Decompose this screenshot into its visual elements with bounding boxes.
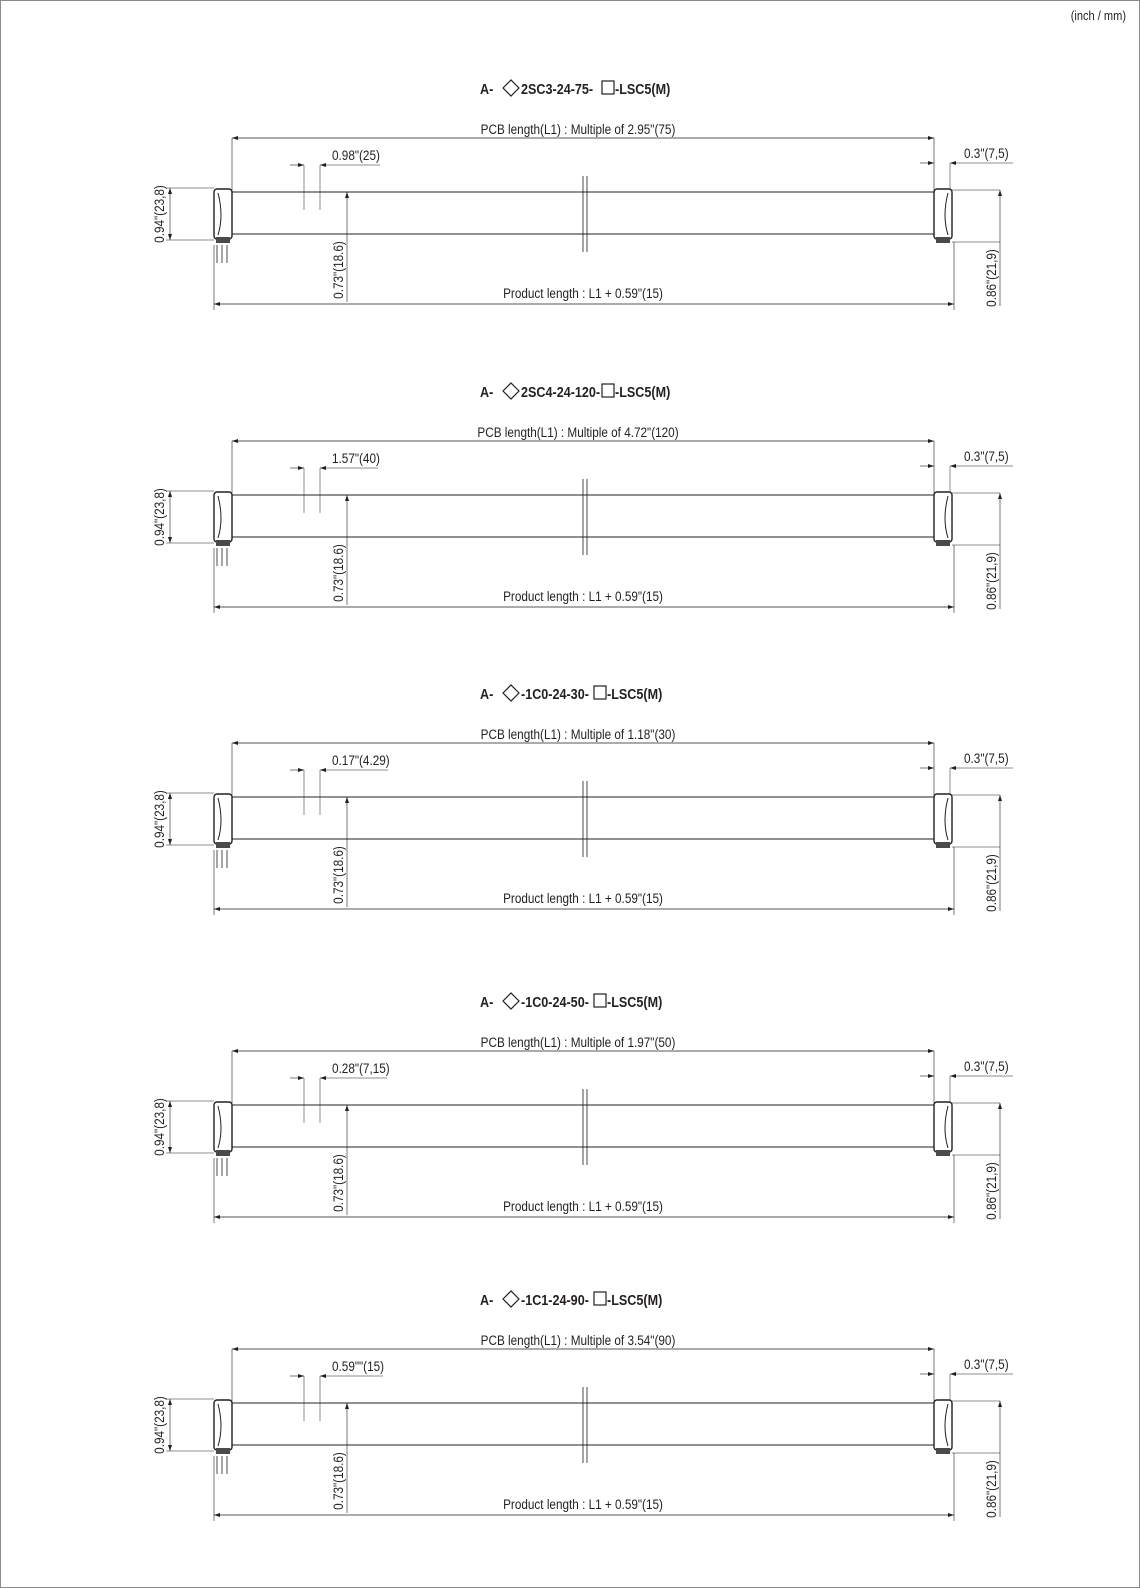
arrow-head [214, 605, 220, 609]
arrow-head [928, 136, 934, 140]
end-cap-base [936, 842, 950, 848]
arrow-head [232, 1049, 238, 1053]
pcb-length-label: PCB length(L1) : Multiple of 3.54"(90) [480, 1332, 676, 1349]
arrow-head [214, 1513, 220, 1517]
drawing-1 [151, 80, 1013, 310]
model-code [480, 1291, 662, 1308]
arrow-head [345, 1105, 349, 1111]
arrow-head [345, 797, 349, 803]
arrow-head [168, 1147, 172, 1153]
arrow-head [232, 1347, 238, 1351]
end-cap-base [216, 1150, 230, 1156]
arrow-head [168, 1399, 172, 1405]
pcb-length-label: PCB length(L1) : Multiple of 1.97"(50) [480, 1034, 676, 1051]
pcb-length-label: PCB length(L1) : Multiple of 2.95"(75) [480, 121, 676, 138]
endcap-label: 0.3"(7,5) [964, 1058, 1009, 1075]
arrow-head [214, 302, 220, 306]
end-cap-body [934, 794, 952, 844]
pitch-label: 0.59""(15) [332, 1358, 385, 1375]
arrow-head [345, 192, 349, 198]
end-cap-base [216, 842, 230, 848]
model-end: -LSC5(M) [607, 684, 663, 703]
end-cap-right [934, 1400, 952, 1454]
product-length-label: Product length : L1 + 0.59"(15) [503, 285, 663, 302]
arrow-head [998, 795, 1002, 801]
diamond-placeholder-icon [503, 383, 519, 399]
end-cap-base [936, 1150, 950, 1156]
pitch-label: 0.28"(7,15) [332, 1060, 390, 1077]
diamond-placeholder-icon [503, 993, 519, 1009]
model-prefix: A- [480, 79, 494, 98]
arrow-head [298, 1374, 304, 1378]
height-inner-label: 0.73"(18.6) [330, 1154, 347, 1212]
pcb-length-label: PCB length(L1) : Multiple of 1.18"(30) [480, 726, 676, 743]
arrow-head [928, 439, 934, 443]
end-cap-base [216, 237, 230, 243]
drawing-3 [151, 685, 1013, 915]
end-cap-body [214, 794, 232, 844]
arrow-head [168, 793, 172, 799]
end-cap-left [214, 189, 232, 243]
end-cap-base [936, 237, 950, 243]
endcap-label: 0.3"(7,5) [964, 750, 1009, 767]
end-cap-right [934, 794, 952, 848]
end-cap-body [934, 1400, 952, 1450]
right-height-label: 0.86"(21,9) [983, 1460, 1000, 1518]
right-height-label: 0.86"(21,9) [983, 1162, 1000, 1220]
arrow-head [168, 1101, 172, 1107]
end-cap-right [934, 1102, 952, 1156]
model-end: -LSC5(M) [607, 1290, 663, 1309]
height-total-label: 0.94"(23,8) [151, 1098, 168, 1156]
end-cap-right [934, 492, 952, 546]
arrow-head [928, 464, 934, 468]
model-prefix: A- [480, 382, 494, 401]
pitch-label: 0.98"(25) [332, 147, 380, 164]
square-placeholder-icon [602, 384, 614, 397]
model-body: -1C0-24-50- [521, 992, 589, 1011]
model-body: 2SC3-24-75- [521, 79, 594, 98]
arrow-head [948, 1513, 954, 1517]
height-inner-label: 0.73"(18.6) [330, 1452, 347, 1510]
unit-note: (inch / mm) [1070, 8, 1126, 23]
product-length-label: Product length : L1 + 0.59"(15) [503, 890, 663, 907]
model-body: 2SC4-24-120- [521, 382, 601, 401]
model-code [480, 383, 670, 400]
end-cap-base [936, 1448, 950, 1454]
pcb-length-label: PCB length(L1) : Multiple of 4.72"(120) [477, 424, 679, 441]
end-cap-base [216, 1448, 230, 1454]
end-cap-left [214, 1102, 232, 1156]
endcap-label: 0.3"(7,5) [964, 448, 1009, 465]
model-prefix: A- [480, 684, 494, 703]
arrow-head [998, 190, 1002, 196]
height-total-label: 0.94"(23,8) [151, 185, 168, 243]
arrow-head [948, 302, 954, 306]
arrow-head [345, 1403, 349, 1409]
arrow-head [998, 1103, 1002, 1109]
height-total-label: 0.94"(23,8) [151, 1396, 168, 1454]
model-code [480, 685, 662, 702]
model-body: -1C0-24-30- [521, 684, 589, 703]
arrow-head [298, 768, 304, 772]
end-cap-body [214, 492, 232, 542]
drawing-5 [151, 1291, 1013, 1521]
square-placeholder-icon [594, 686, 606, 699]
end-cap-base [216, 540, 230, 546]
model-body: -1C1-24-90- [521, 1290, 589, 1309]
arrow-head [928, 1049, 934, 1053]
arrow-head [948, 605, 954, 609]
square-placeholder-icon [594, 994, 606, 1007]
end-cap-left [214, 794, 232, 848]
pitch-label: 1.57"(40) [332, 450, 380, 467]
model-prefix: A- [480, 1290, 494, 1309]
end-cap-body [934, 1102, 952, 1152]
end-cap-body [934, 492, 952, 542]
square-placeholder-icon [594, 1292, 606, 1305]
arrow-head [998, 493, 1002, 499]
arrow-head [232, 439, 238, 443]
arrow-head [168, 839, 172, 845]
arrow-head [345, 495, 349, 501]
end-cap-base [936, 540, 950, 546]
height-total-label: 0.94"(23,8) [151, 790, 168, 848]
diamond-placeholder-icon [503, 80, 519, 96]
drawing-2 [151, 383, 1013, 613]
arrow-head [214, 907, 220, 911]
arrow-head [214, 1215, 220, 1219]
arrow-head [928, 161, 934, 165]
arrow-head [928, 1372, 934, 1376]
endcap-label: 0.3"(7,5) [964, 145, 1009, 162]
arrow-head [948, 907, 954, 911]
arrow-head [298, 1076, 304, 1080]
end-cap-left [214, 492, 232, 546]
drawing-4 [151, 993, 1013, 1223]
model-end: -LSC5(M) [615, 382, 671, 401]
end-cap-left [214, 1400, 232, 1454]
arrow-head [168, 234, 172, 240]
right-height-label: 0.86"(21,9) [983, 552, 1000, 610]
product-length-label: Product length : L1 + 0.59"(15) [503, 588, 663, 605]
arrow-head [928, 741, 934, 745]
height-inner-label: 0.73"(18.6) [330, 241, 347, 299]
arrow-head [298, 163, 304, 167]
arrow-head [232, 741, 238, 745]
arrow-head [928, 1074, 934, 1078]
model-prefix: A- [480, 992, 494, 1011]
end-cap-right [934, 189, 952, 243]
arrow-head [168, 1445, 172, 1451]
arrow-head [298, 466, 304, 470]
model-code [480, 993, 662, 1010]
diamond-placeholder-icon [503, 685, 519, 701]
arrow-head [928, 766, 934, 770]
right-height-label: 0.86"(21,9) [983, 249, 1000, 307]
product-length-label: Product length : L1 + 0.59"(15) [503, 1198, 663, 1215]
height-inner-label: 0.73"(18.6) [330, 846, 347, 904]
height-inner-label: 0.73"(18.6) [330, 544, 347, 602]
height-total-label: 0.94"(23,8) [151, 488, 168, 546]
arrow-head [168, 188, 172, 194]
arrow-head [948, 1215, 954, 1219]
model-end: -LSC5(M) [615, 79, 671, 98]
arrow-head [168, 491, 172, 497]
model-code [480, 80, 670, 97]
arrow-head [232, 136, 238, 140]
arrow-head [928, 1347, 934, 1351]
end-cap-body [214, 189, 232, 239]
square-placeholder-icon [602, 81, 614, 94]
end-cap-body [214, 1102, 232, 1152]
end-cap-body [934, 189, 952, 239]
pitch-label: 0.17"(4.29) [332, 752, 390, 769]
endcap-label: 0.3"(7,5) [964, 1356, 1009, 1373]
arrow-head [168, 537, 172, 543]
model-end: -LSC5(M) [607, 992, 663, 1011]
product-length-label: Product length : L1 + 0.59"(15) [503, 1496, 663, 1513]
diamond-placeholder-icon [503, 1291, 519, 1307]
end-cap-body [214, 1400, 232, 1450]
arrow-head [998, 1401, 1002, 1407]
right-height-label: 0.86"(21,9) [983, 854, 1000, 912]
